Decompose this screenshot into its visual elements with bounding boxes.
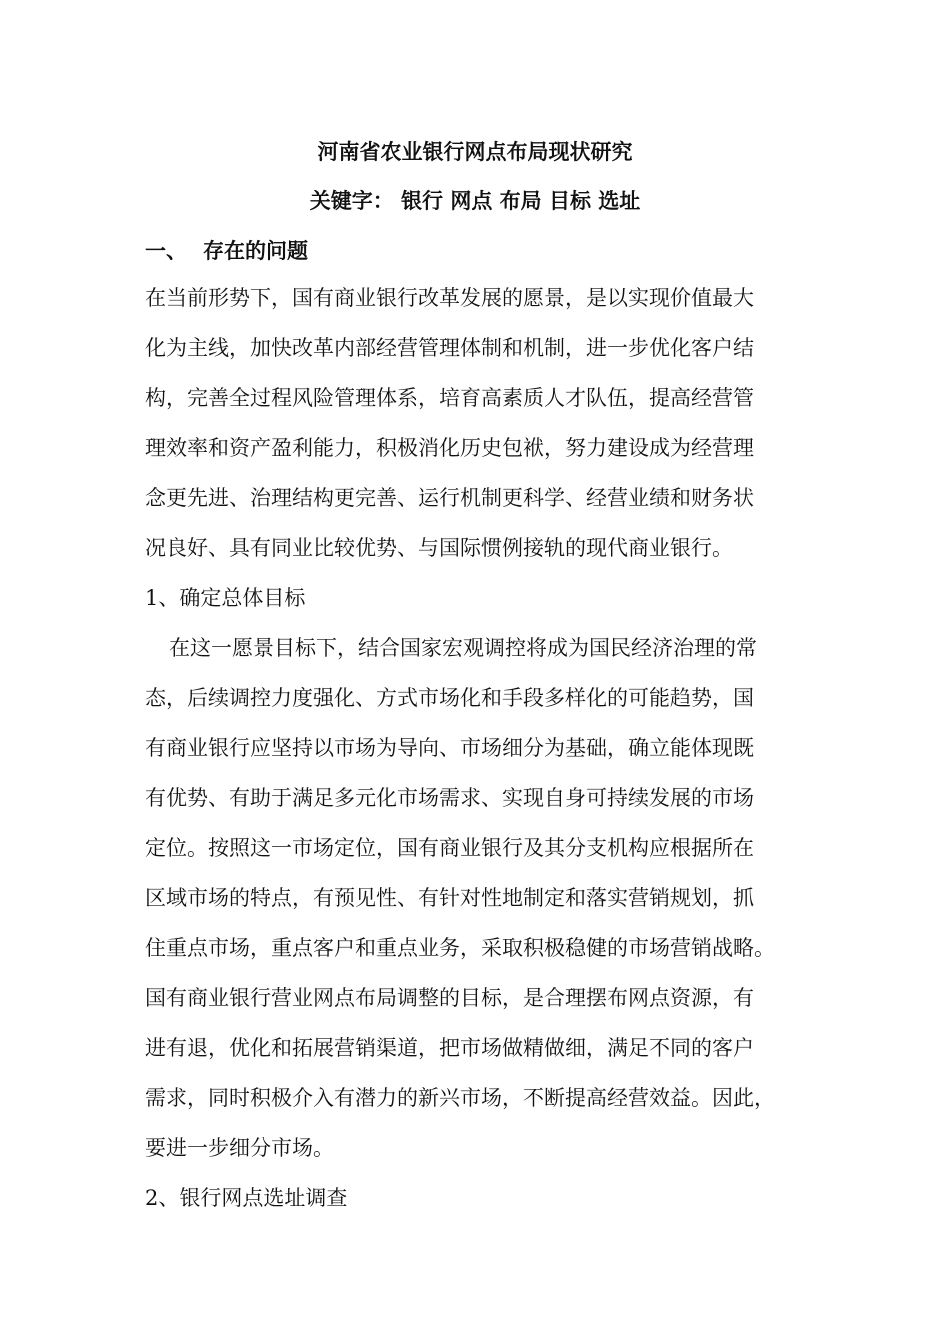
paragraph-line: 化为主线，加快改革内部经营管理体制和机制，进一步优化客户结: [145, 336, 754, 360]
paragraph-line: 需求，同时积极介入有潜力的新兴市场，不断提高经营效益。因此，: [145, 1086, 775, 1110]
paragraph-line: 构，完善全过程风险管理体系，培育高素质人才队伍，提高经营管: [145, 386, 754, 410]
paragraph-goal: [145, 623, 821, 1173]
paragraph-line: 住重点市场，重点客户和重点业务，采取积极稳健的市场营销战略。: [145, 936, 775, 960]
paragraph-line: 在这一愿景目标下，结合国家宏观调控将成为国民经济治理的常: [169, 636, 757, 660]
paragraph-line: 态，后续调控力度强化、方式市场化和手段多样化的可能趋势，国: [145, 686, 754, 710]
paragraph-line: 要进一步细分市场。: [145, 1136, 334, 1160]
document-title: 河南省农业银行网点布局现状研究: [317, 139, 633, 164]
subheading-text: 2、银行网点选址调查: [145, 1186, 348, 1210]
paragraph-line: 在当前形势下，国有商业银行改革发展的愿景，是以实现价值最大: [145, 286, 754, 310]
paragraph-line: 进有退，优化和拓展营销渠道，把市场做精做细，满足不同的客户: [145, 1036, 754, 1060]
paragraph-line: 国有商业银行营业网点布局调整的目标，是合理摆布网点资源，有: [145, 986, 754, 1010]
paragraph-line: 况良好、具有同业比较优势、与国际惯例接轨的现代商业银行。: [145, 536, 733, 560]
paragraph-line: 有商业银行应坚持以市场为导向、市场细分为基础，确立能体现既: [145, 736, 754, 760]
subheading-text: 1、确定总体目标: [145, 586, 306, 610]
paragraph-line: 理效率和资产盈利能力，积极消化历史包袱，努力建设成为经营理: [145, 436, 754, 460]
subheading-overall-goal: [145, 573, 821, 623]
paragraph-intro: [145, 273, 821, 573]
paragraph-line: 有优势、有助于满足多元化市场需求、实现自身可持续发展的市场: [145, 786, 754, 810]
paragraph-line: 定位。按照这一市场定位，国有商业银行及其分支机构应根据所在: [145, 836, 754, 860]
section-number: 一、: [145, 238, 187, 263]
section-heading: [145, 235, 308, 267]
section-title: 存在的问题: [203, 238, 308, 263]
subheading-site-survey: [145, 1173, 821, 1223]
keywords-line: 关键字： 银行 网点 布局 目标 选址: [309, 188, 641, 213]
paragraph-line: 念更先进、治理结构更完善、运行机制更科学、经营业绩和财务状: [145, 486, 754, 510]
paragraph-line: 区域市场的特点，有预见性、有针对性地制定和落实营销规划，抓: [145, 886, 754, 910]
